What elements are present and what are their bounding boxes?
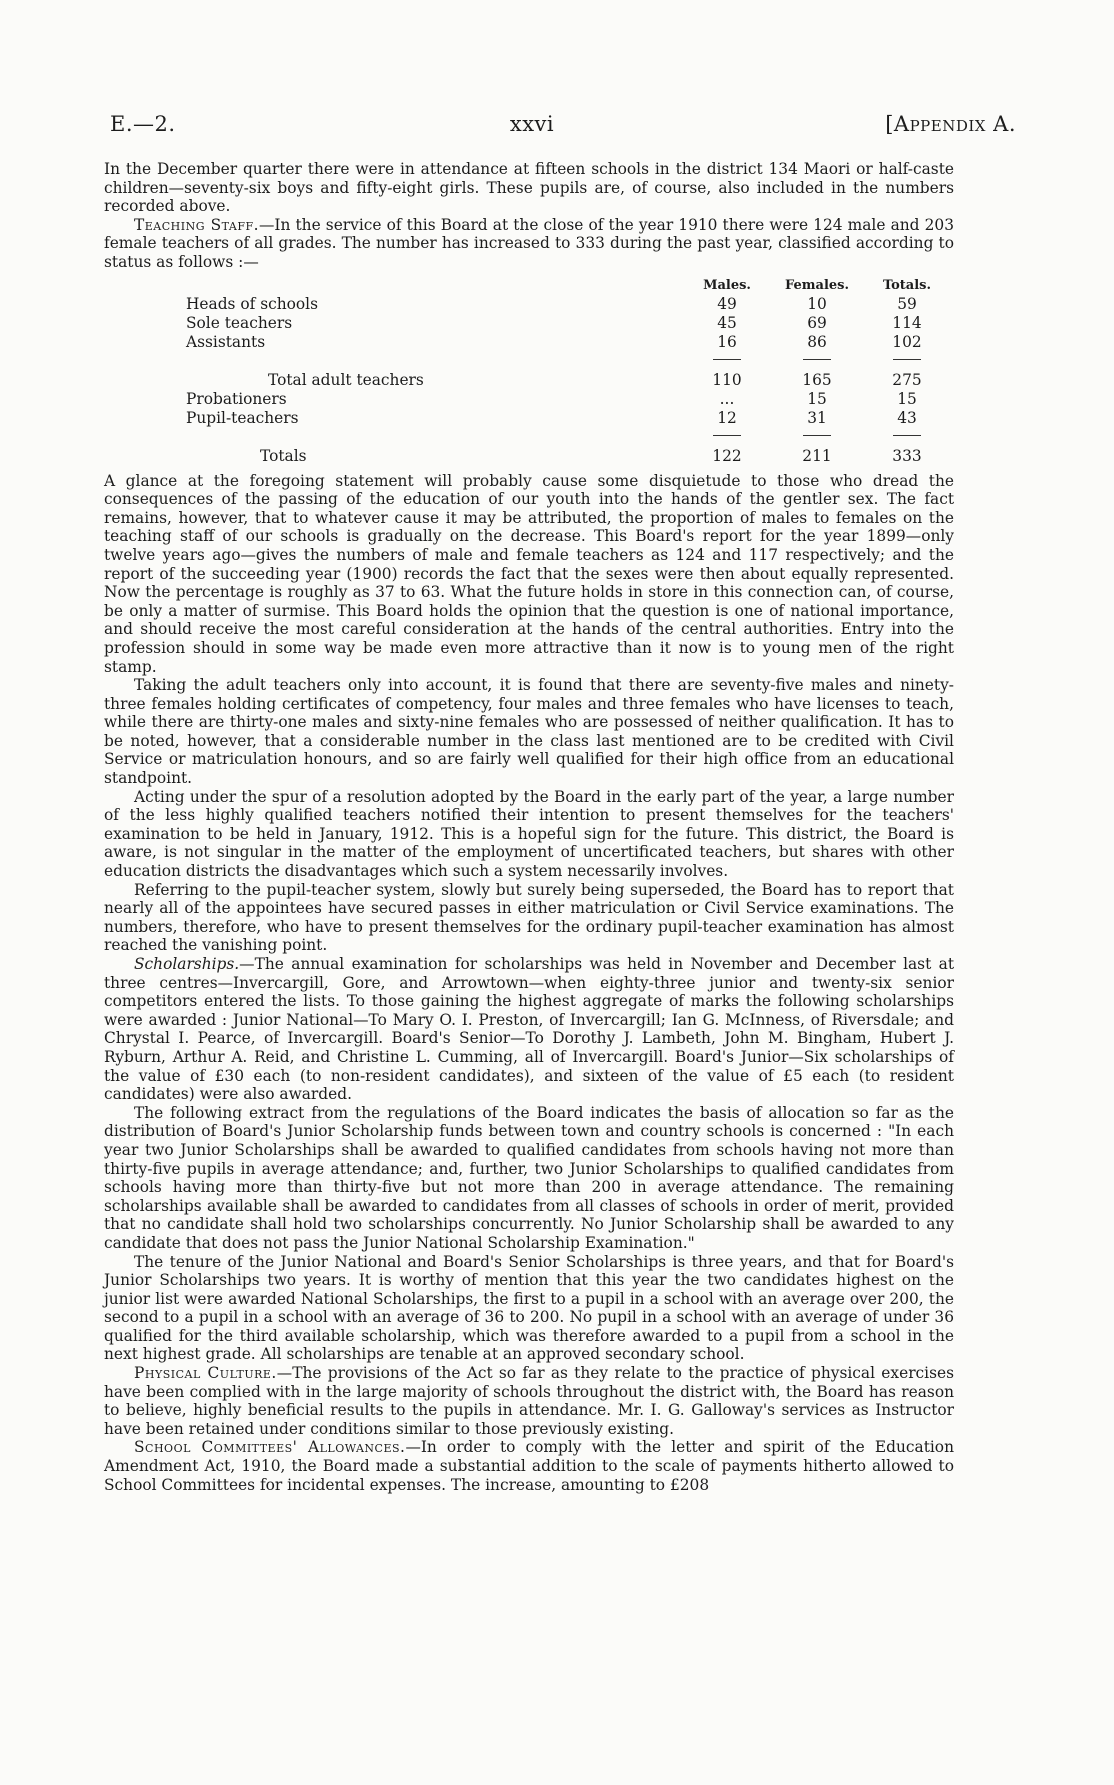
body-paragraph: A glance at the foregoing statement will probably cause some disquietude to those who dread the consequences of the passing of the education of our youth into the hands of the gentler sex. The fact remains, however, that to whatever cause it may be attributed, the proportion of males to females on the teaching staff of our schools is gradually on the decrease. This Board's report for the year 1899—only twelve years ago—gives the numbers of male and female teachers as 124 and 117 respectively; and the report of the succeeding year (1900) records the fact that the sexes were then about equally represented. Now the percentage is roughly as 37 to 63. What the future holds in store in this connection can, of course, be only a matter of surmise. This Board holds the opinion that the question is one of national importance, and should receive the most careful consideration at the hands of the central authorities. Entry into the profession should in some way be made even more attractive than it now is to young men of the right stamp.: [104, 471, 954, 676]
cell-females: 211: [802, 446, 832, 465]
cell-females: 86: [807, 332, 827, 351]
row-label: Assistants: [186, 332, 266, 351]
school-committees-heading: School Committees' Allowances.: [134, 1438, 406, 1457]
page-number: xxvi: [509, 112, 555, 136]
cell-males: ...: [719, 389, 735, 408]
header-appendix: [Appendix A.: [885, 112, 1016, 136]
cell-males: 49: [717, 294, 737, 313]
cell-totals: 43: [897, 408, 917, 427]
body-paragraph: Acting under the spur of a resolution adopted by the Board in the early part of the year, a large number of the less highly qualified teachers notified their intention to present themselves for the teachers' examination to be held in January, 1912. This is a hopeful sign for the future. This district, the Board is aware, is not singular in the matter of the employment of uncertificated teachers, but shares with other education districts the disadvantages which such a system necessarily involves.: [104, 787, 954, 881]
scholarships-paragraph: [104, 955, 954, 1104]
row-label: Probationers: [186, 389, 287, 408]
table-row: [182, 295, 952, 314]
row-label: Sole teachers: [186, 313, 293, 332]
cell-totals: 275: [892, 370, 922, 389]
cell-females: 69: [807, 313, 827, 332]
table-row: [182, 314, 952, 333]
cell-males: 16: [717, 332, 737, 351]
cell-totals: 102: [892, 332, 922, 351]
table-row: [182, 409, 952, 428]
body-paragraph: The following extract from the regulations of the Board indicates the basis of allocation so far as the distribution of Board's Junior Scholarship funds between town and country schools is concerned : "In each year two Junior Scholarships shall be awarded to qualified candidates from schools having not more than thirty-five pupils in average attendance; and, further, two Junior Scholarships to qualified candidates from schools having more than thirty-five but not more than 200 in average attendance. The remaining scholarships available shall be awarded to candidates from all classes of schools in order of merit, provided that no candidate shall hold two scholarships concurrently. No Junior Scholarship shall be awarded to any candidate that does not pass the Junior National Scholarship Examination.": [104, 1103, 954, 1252]
total-rule: [182, 428, 952, 447]
body-paragraph: Referring to the pupil-teacher system, slowly but surely being superseded, the Board has to report that nearly all of the appointees have secured passes in either matriculation or Civil Service examinations. The numbers, therefore, who have to present themselves for the ordinary pupil-teacher examination has almost reached the vanishing point.: [104, 880, 954, 955]
physical-culture-paragraph: [104, 1364, 954, 1438]
page-header: [110, 112, 1016, 142]
column-header-totals: Totals.: [882, 277, 932, 293]
row-label: Totals: [260, 446, 307, 465]
cell-females: 15: [807, 389, 827, 408]
cell-males: 110: [712, 370, 742, 389]
cell-totals: 15: [897, 389, 917, 408]
teacher-status-table: [182, 276, 952, 466]
cell-totals: 114: [892, 313, 922, 332]
header-reference: E.—2.: [110, 112, 176, 136]
table-row: [182, 333, 952, 352]
table-header-row: [182, 276, 952, 295]
scholarships-heading: Scholarships.: [134, 955, 240, 973]
cell-females: 10: [807, 294, 827, 313]
cell-males: 12: [717, 408, 737, 427]
teaching-staff-heading: Teaching Staff.: [134, 215, 259, 234]
body-paragraph: The tenure of the Junior National and Board's Senior Scholarships is three years, and that for Board's Junior Scholarships two years. It is worthy of mention that this year the two candidates highest on the junior list were awarded National Scholarships, the first to a pupil in a school with an average over 200, the second to a pupil in a school with an average of 36 to 200. No pupil in a school with an average of under 36 qualified for the third available scholarship, which was therefore awarded to a pupil from a school in the next highest grade. All scholarships are tenable at an approved secondary school.: [104, 1252, 954, 1364]
cell-totals: 59: [897, 294, 917, 313]
table-row: [182, 390, 952, 409]
cell-females: 165: [802, 370, 832, 389]
column-header-females: Females.: [784, 277, 850, 293]
cell-females: 31: [807, 408, 827, 427]
row-label: Heads of schools: [186, 294, 318, 313]
table-row-adult-total: [182, 371, 952, 390]
cell-totals: 333: [892, 446, 922, 465]
physical-culture-text: —The provisions of the Act so far as they relate to the practice of physical exercises have been complied with in the large majority of schools throughout the district with, the Board has reason to believe, highly beneficial results to the pupils in attendance. Mr. I. G. Galloway's services as Instructor have been retained under conditions similar to those previously existing.: [104, 1364, 954, 1438]
physical-culture-heading: Physical Culture.: [134, 1364, 277, 1383]
scholarships-text: —The annual examination for scholarships was held in November and December last at three centres—Invercargill, Gore, and Arrowtown—when eighty-three junior and twenty-six senior competitors entered the lists. To those gaining the highest aggregate of marks the following scholarships were awarded : Junior National—To Mary O. I. Preston, of Invercargill; Ian G. McInness, of Riversdale; and Chrystal I. Pearce, of Invercargill. Board's Senior—To Dorothy J. Lambeth, John M. Bingham, Hubert J. Ryburn, Arthur A. Reid, and Christine L. Cumming, all of Invercargill. Board's Junior—Six scholarships of the value of £30 each (to non-resident candidates), and sixteen of the value of £5 each (to resident candidates) were also awarded.: [104, 955, 954, 1104]
cell-males: 122: [712, 446, 742, 465]
cell-males: 45: [717, 313, 737, 332]
school-committees-paragraph: [104, 1438, 954, 1494]
page-body: [104, 160, 954, 1494]
teaching-staff-paragraph: [104, 216, 954, 272]
row-label: Pupil-teachers: [186, 408, 299, 427]
school-committees-text: —In order to comply with the letter and spirit of the Education Amendment Act, 1910, the Board made a substantial addition to the scale of payments hitherto allowed to School Committees for incidental expenses. The increase, amounting to £208: [104, 1438, 954, 1494]
column-header-males: Males.: [703, 277, 751, 293]
subtotal-rule: [182, 352, 952, 371]
teaching-staff-text: —In the service of this Board at the close of the year 1910 there were 124 male and 203 female teachers of all grades. The number has increased to 333 during the past year, classified according to status as follows :—: [104, 215, 954, 271]
row-label: Total adult teachers: [268, 370, 424, 389]
table-row-grand-total: [182, 447, 952, 466]
body-paragraph: Taking the adult teachers only into account, it is found that there are seventy-five males and ninety-three females holding certificates of competency, four males and three females who have licenses to teach, while there are thirty-one males and sixty-nine females who are possessed of neither qualification. It has to be noted, however, that a considerable number in the class last mentioned are to be credited with Civil Service or matriculation honours, and so are fairly well qualified for their high office from an educational standpoint.: [104, 676, 954, 788]
intro-paragraph: In the December quarter there were in attendance at fifteen schools in the district 134 Maori or half-caste children—seventy-six boys and fifty-eight girls. These pupils are, of course, also included in the numbers recorded above.: [104, 160, 954, 216]
